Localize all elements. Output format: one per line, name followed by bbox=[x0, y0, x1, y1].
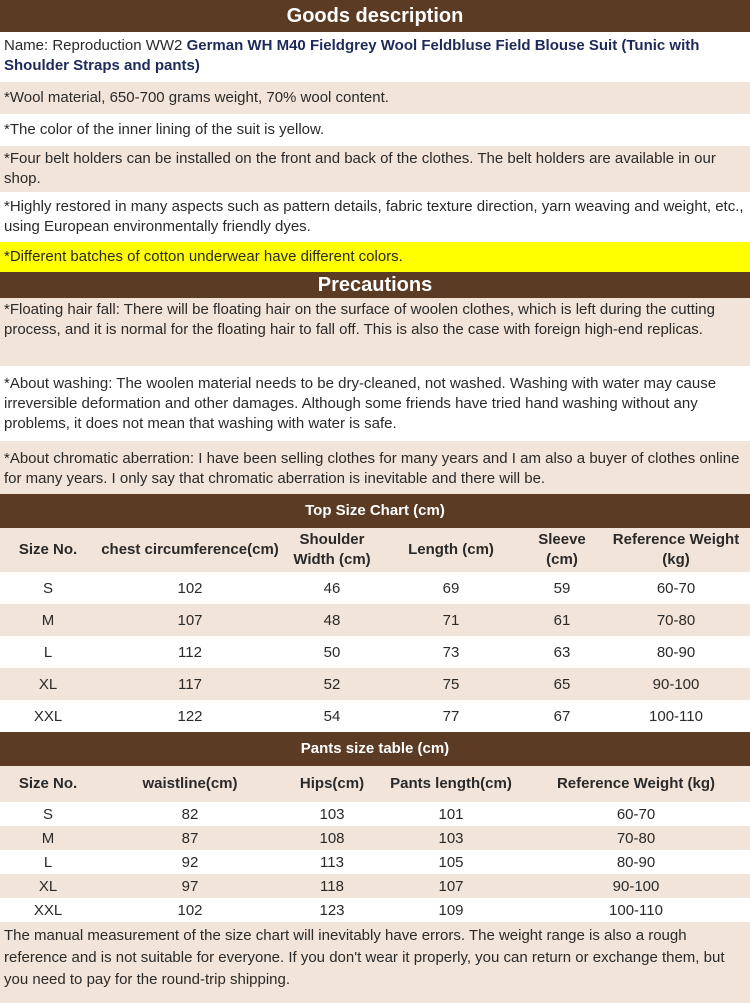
pants-col-waistline: waistline(cm) bbox=[142, 775, 238, 792]
pants-col-size: Size No. bbox=[18, 775, 78, 792]
precaution-chromatic: *About chromatic aberration: I have been selling clothes for many years and I am also a buyer of clothes online for many years. I only say that chromatic aberration is inevitable and there will be. bbox=[0, 441, 750, 494]
table-cell: L bbox=[0, 850, 96, 874]
table-cell: 100-110 bbox=[522, 898, 750, 922]
top-col-length: Length (cm) bbox=[408, 541, 494, 558]
top-col-shoulder: Shoulder Width (cm) bbox=[293, 531, 371, 568]
table-row bbox=[0, 572, 750, 604]
table-cell: L bbox=[0, 636, 96, 668]
table-cell: 48 bbox=[284, 604, 380, 636]
table-cell: 46 bbox=[284, 572, 380, 604]
product-name-title: German WH M40 Fieldgrey Wool Feldbluse Field Blouse Suit (Tunic with Shoulder Straps and pants) bbox=[4, 37, 700, 74]
table-cell: S bbox=[0, 572, 96, 604]
table-cell: M bbox=[0, 604, 96, 636]
table-cell: 102 bbox=[96, 572, 284, 604]
table-cell: 108 bbox=[284, 826, 380, 850]
table-row bbox=[0, 898, 750, 922]
top-col-size: Size No. bbox=[18, 541, 78, 558]
table-cell: 103 bbox=[380, 826, 522, 850]
table-cell: 107 bbox=[96, 604, 284, 636]
top-size-chart-header: Top Size Chart (cm) bbox=[0, 494, 750, 528]
table-cell: 92 bbox=[96, 850, 284, 874]
table-cell: 82 bbox=[96, 802, 284, 826]
table-row bbox=[0, 802, 750, 826]
table-cell: M bbox=[0, 826, 96, 850]
table-cell: 70-80 bbox=[522, 826, 750, 850]
table-cell: 63 bbox=[522, 636, 602, 668]
table-cell: XL bbox=[0, 668, 96, 700]
table-cell: 80-90 bbox=[522, 850, 750, 874]
table-row bbox=[0, 700, 750, 732]
top-col-chest: chest circumference(cm) bbox=[101, 541, 279, 558]
pants-size-table bbox=[0, 766, 750, 922]
top-col-sleeve: Sleeve (cm) bbox=[538, 531, 586, 568]
table-cell: 122 bbox=[96, 700, 284, 732]
table-cell: 80-90 bbox=[602, 636, 750, 668]
goods-line-restoration: *Highly restored in many aspects such as pattern details, fabric texture direction, yarn weaving and weight, etc., using European environmentally friendly dyes. bbox=[0, 192, 750, 242]
table-cell: 105 bbox=[380, 850, 522, 874]
table-cell: 113 bbox=[284, 850, 380, 874]
table-row bbox=[0, 668, 750, 700]
table-cell: 61 bbox=[522, 604, 602, 636]
table-cell: 100-110 bbox=[602, 700, 750, 732]
table-cell: 67 bbox=[522, 700, 602, 732]
table-row bbox=[0, 636, 750, 668]
product-name bbox=[0, 32, 750, 82]
pants-col-hips: Hips(cm) bbox=[299, 775, 365, 792]
goods-description-header: Goods description bbox=[0, 0, 750, 32]
table-cell: XL bbox=[0, 874, 96, 898]
table-cell: 117 bbox=[96, 668, 284, 700]
goods-line-lining: *The color of the inner lining of the suit is yellow. bbox=[0, 114, 750, 146]
pants-chart-header-row bbox=[0, 766, 750, 802]
table-cell: 52 bbox=[284, 668, 380, 700]
goods-line-underwear: *Different batches of cotton underwear have different colors. bbox=[0, 242, 750, 272]
table-cell: 59 bbox=[522, 572, 602, 604]
table-cell: 87 bbox=[96, 826, 284, 850]
table-row bbox=[0, 850, 750, 874]
table-cell: XXL bbox=[0, 898, 96, 922]
product-name-prefix: Name: Reproduction WW2 bbox=[4, 37, 187, 54]
goods-line-material: *Wool material, 650-700 grams weight, 70% wool content. bbox=[0, 82, 750, 114]
table-cell: 112 bbox=[96, 636, 284, 668]
table-cell: 107 bbox=[380, 874, 522, 898]
top-chart-header-row bbox=[0, 528, 750, 572]
table-cell: 102 bbox=[96, 898, 284, 922]
precaution-washing: *About washing: The woolen material needs to be dry-cleaned, not washed. Washing with water may cause irreversible deformation and other damages. Although some friends have tried hand washing without any problems, it does not mean that washing with water is safe. bbox=[0, 366, 750, 441]
pants-col-weight: Reference Weight (kg) bbox=[556, 775, 716, 792]
top-size-chart bbox=[0, 528, 750, 732]
pants-col-length: Pants length(cm) bbox=[390, 775, 512, 792]
table-cell: 90-100 bbox=[522, 874, 750, 898]
table-cell: 101 bbox=[380, 802, 522, 826]
table-cell: 77 bbox=[380, 700, 522, 732]
precautions-header: Precautions bbox=[0, 272, 750, 298]
table-cell: 50 bbox=[284, 636, 380, 668]
table-cell: 71 bbox=[380, 604, 522, 636]
table-row bbox=[0, 874, 750, 898]
table-cell: 70-80 bbox=[602, 604, 750, 636]
top-col-weight: Reference Weight (kg) bbox=[612, 531, 740, 568]
table-cell: 123 bbox=[284, 898, 380, 922]
table-cell: 60-70 bbox=[602, 572, 750, 604]
table-cell: 75 bbox=[380, 668, 522, 700]
table-cell: 73 bbox=[380, 636, 522, 668]
table-cell: 97 bbox=[96, 874, 284, 898]
precaution-floating-hair: *Floating hair fall: There will be floating hair on the surface of woolen clothes, which is left during the cutting process, and it is normal for the floating hair to fall off. This is also the case with foreign high-end replicas. bbox=[0, 298, 750, 366]
table-row bbox=[0, 604, 750, 636]
table-cell: S bbox=[0, 802, 96, 826]
table-cell: 65 bbox=[522, 668, 602, 700]
table-cell: 118 bbox=[284, 874, 380, 898]
table-cell: XXL bbox=[0, 700, 96, 732]
table-cell: 103 bbox=[284, 802, 380, 826]
footer-note: The manual measurement of the size chart will inevitably have errors. The weight range is also a rough reference and is not suitable for everyone. If you don't wear it properly, you can return or exchange them, but you need to pay for the round-trip shipping. bbox=[4, 927, 725, 988]
table-cell: 60-70 bbox=[522, 802, 750, 826]
goods-line-belt-holders: *Four belt holders can be installed on the front and back of the clothes. The belt holders are available in our shop. bbox=[0, 146, 750, 192]
table-cell: 69 bbox=[380, 572, 522, 604]
table-cell: 90-100 bbox=[602, 668, 750, 700]
pants-size-table-header: Pants size table (cm) bbox=[0, 732, 750, 766]
table-row bbox=[0, 826, 750, 850]
table-cell: 54 bbox=[284, 700, 380, 732]
table-cell: 109 bbox=[380, 898, 522, 922]
